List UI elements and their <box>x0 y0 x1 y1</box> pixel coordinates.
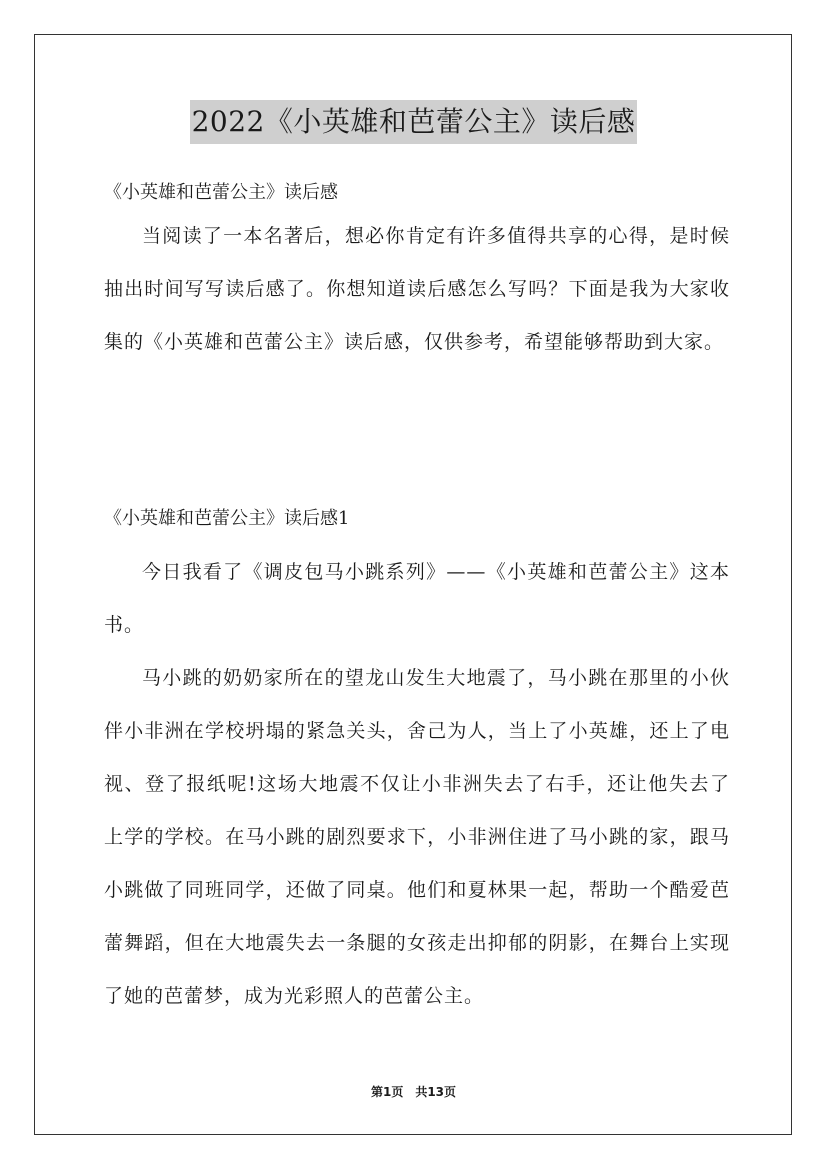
section-heading: 《小英雄和芭蕾公主》读后感1 <box>104 508 350 529</box>
document-title: 2022《小英雄和芭蕾公主》读后感 <box>190 100 638 144</box>
title-container <box>0 100 827 144</box>
intro-paragraph: 当阅读了一本名著后，想必你肯定有许多值得共享的心得，是时候抽出时间写写读后感了。你想知道读后感怎么写吗？下面是我为大家收集的《小英雄和芭蕾公主》读后感，仅供参考，希望能够帮助到大家。 <box>104 225 730 353</box>
page-footer: 第1页 共13页 <box>370 1085 457 1099</box>
body-paragraph: 马小跳的奶奶家所在的望龙山发生大地震了，马小跳在那里的小伙伴小非洲在学校坍塌的紧急关头，舍己为人，当上了小英雄，还上了电视、登了报纸呢!这场大地震不仅让小非洲失去了右手，还让他失去了上学的学校。在马小跳的剧烈要求下，小非洲住进了马小跳的家，跟马小跳做了同班同学，还做了同桌。他们和夏林果一起，帮助一个酷爱芭蕾舞蹈，但在大地震失去一条腿的女孩走出抑郁的阴影，在舞台上实现了她的芭蕾梦，成为光彩照人的芭蕾公主。 <box>104 667 730 1007</box>
document-subtitle: 《小英雄和芭蕾公主》读后感 <box>104 182 338 203</box>
body-paragraph: 今日我看了《调皮包马小跳系列》——《小英雄和芭蕾公主》这本书。 <box>104 561 730 636</box>
